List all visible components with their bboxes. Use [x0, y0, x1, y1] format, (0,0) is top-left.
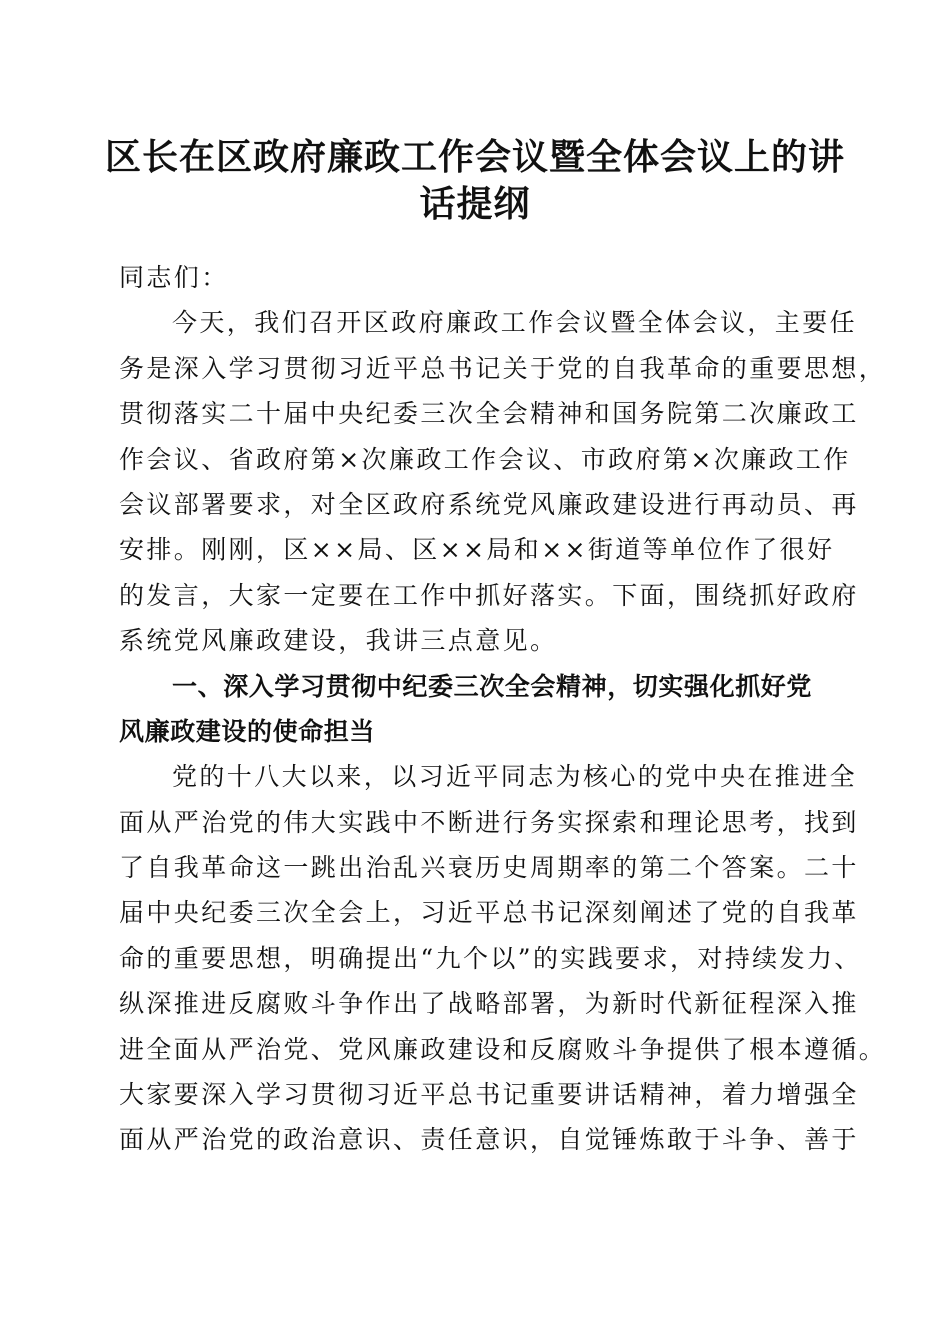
text-line: 党的十八大以来，以习近平同志为核心的党中央在推进全 [172, 762, 858, 792]
heading-line: 一、深入学习贯彻中纪委三次全会精神，切实强化抓好党 [172, 671, 813, 701]
text-line: 命的重要思想，明确提出“九个以”的实践要求，对持续发力、 [119, 943, 862, 973]
text-line: 进全面从严治党、党风廉政建设和反腐败斗争提供了根本遵循。 [119, 1034, 887, 1064]
text-line: 系统党风廉政建设，我讲三点意见。 [119, 626, 558, 656]
section-heading-1 [119, 664, 859, 755]
text-line: 面从严治党的伟大实践中不断进行务实探索和理论思考，找到 [119, 807, 859, 837]
title-line: 话提纲 [419, 183, 531, 225]
salutation: 同志们： [119, 263, 229, 292]
paragraph-section-1 [119, 754, 887, 1163]
text-line: 安排。刚刚，区××局、区××局和××街道等单位作了很好 [119, 535, 835, 565]
text-line: 届中央纪委三次全会上，习近平总书记深刻阐述了党的自我革 [119, 898, 859, 928]
paragraph-intro [119, 300, 887, 663]
document-title [100, 134, 850, 228]
heading-line: 风廉政建设的使命担当 [119, 716, 376, 746]
text-line: 大家要深入学习贯彻习近平总书记重要讲话精神，着力增强全 [119, 1080, 859, 1110]
text-line: 贯彻落实二十届中央纪委三次全会精神和国务院第二次廉政工 [119, 399, 859, 429]
title-line: 区长在区政府廉政工作会议暨全体会议上的讲 [104, 136, 845, 178]
document-body [119, 255, 887, 1163]
text-line: 纵深推进反腐败斗争作出了战略部署，为新时代新征程深入推 [119, 989, 859, 1019]
text-line: 今天，我们召开区政府廉政工作会议暨全体会议，主要任 [172, 308, 858, 338]
text-line: 的发言，大家一定要在工作中抓好落实。下面，围绕抓好政府 [119, 580, 859, 610]
text-line: 面从严治党的政治意识、责任意识，自觉锤炼敢于斗争、善于 [119, 1125, 859, 1155]
text-line: 了自我革命这一跳出治乱兴衰历史周期率的第二个答案。二十 [119, 853, 859, 883]
text-line: 会议部署要求，对全区政府系统党风廉政建设进行再动员、再 [119, 489, 859, 519]
text-line: 务是深入学习贯彻习近平总书记关于党的自我革命的重要思想， [119, 353, 887, 383]
text-line: 作会议、省政府第×次廉政工作会议、市政府第×次廉政工作 [119, 444, 851, 474]
